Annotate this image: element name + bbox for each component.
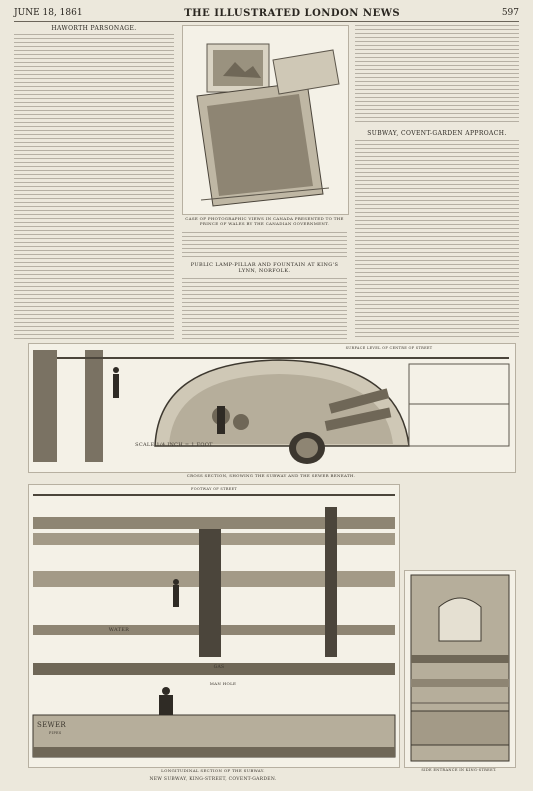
- side-entrance-drawing: [405, 571, 515, 767]
- publication-title: THE ILLUSTRATED LONDON NEWS: [184, 7, 401, 19]
- photographic-case-illustration: [182, 25, 349, 215]
- photo-case-drawing: [183, 26, 348, 214]
- sewer-label: SEWER: [37, 721, 66, 729]
- cross-section-drawing: [29, 344, 515, 472]
- subway-article-text: [355, 140, 519, 340]
- main-figure-caption: NEW SUBWAY, KING-STREET, COVENT-GARDEN.: [149, 777, 277, 782]
- page-number: 597: [501, 8, 519, 18]
- masthead: [14, 6, 519, 20]
- cross-section-caption: CROSS SECTION, SHOWING THE SUBWAY AND THE SEWER BENEATH.: [186, 473, 356, 478]
- side-entrance-caption: SIDE ENTRANCE IN KING-STREET.: [421, 768, 497, 772]
- longitudinal-section-figure: [28, 484, 400, 768]
- longitudinal-section-drawing: [29, 485, 399, 767]
- photo-case-text: [182, 232, 347, 260]
- haworth-heading: HAWORTH PARSONAGE.: [51, 25, 137, 32]
- pipes-label: PIPES: [49, 731, 62, 735]
- footway-label: FOOTWAY OF STREET: [190, 487, 238, 491]
- header-rule: [14, 21, 519, 22]
- gas-label: GAS: [213, 665, 225, 670]
- haworth-article-text: [14, 34, 174, 340]
- cross-section-figure: [28, 343, 516, 473]
- right-column-text-top: [355, 25, 519, 125]
- lamp-pillar-heading: PUBLIC LAMP-PILLAR AND FOUNTAIN AT KING'S LYNN, NORFOLK.: [190, 262, 339, 274]
- lamp-pillar-article-text: [182, 278, 347, 340]
- water-label: WATER: [108, 627, 130, 633]
- scale-label: SCALE 1/4 INCH = 1 FOOT: [135, 442, 213, 448]
- subway-heading: SUBWAY, COVENT-GARDEN APPROACH.: [367, 130, 507, 137]
- manhole-label: MAN HOLE: [209, 681, 237, 686]
- side-entrance-figure: [404, 570, 516, 768]
- street-level-label: SURFACE LEVEL OF CENTRE OF STREET: [345, 346, 433, 350]
- longitudinal-caption: LONGITUDINAL SECTION OF THE SUBWAY.: [161, 768, 265, 773]
- issue-date: JUNE 18, 1861: [14, 8, 83, 18]
- photo-case-caption: CASE OF PHOTOGRAPHIC VIEWS IN CANADA PRESENTED TO THE PRINCE OF WALES BY THE CANADIAN GOVERNMENT.: [185, 216, 344, 226]
